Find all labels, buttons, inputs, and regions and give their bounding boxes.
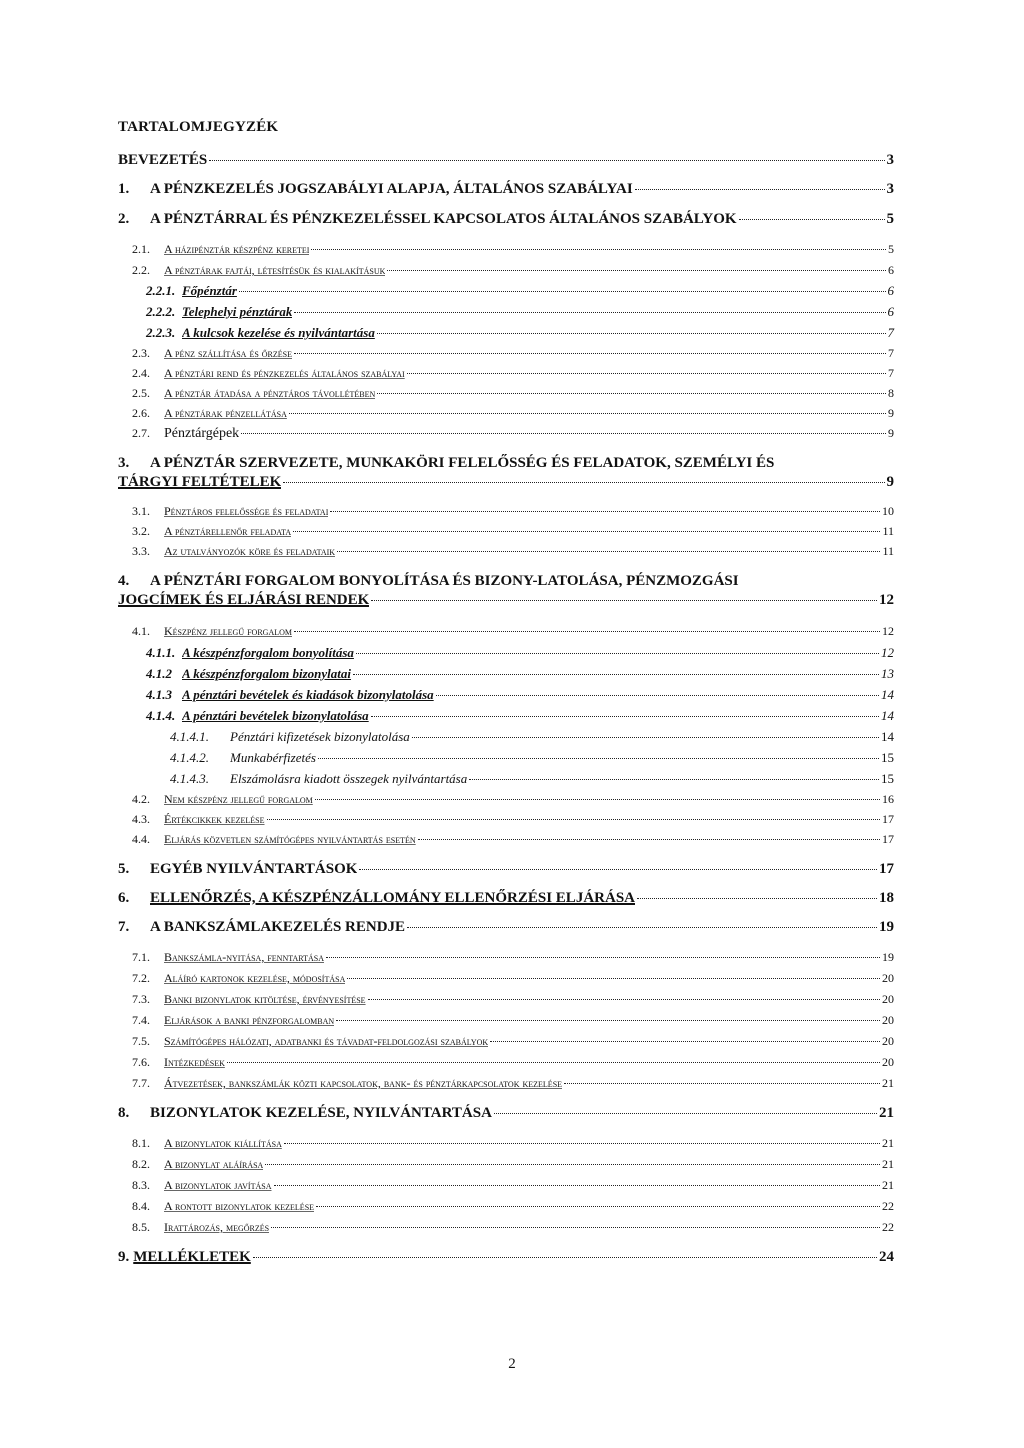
toc-entry-4-3[interactable] <box>118 810 894 829</box>
toc-page: 5 <box>888 242 894 256</box>
toc-number: 8.5. <box>132 1220 150 1234</box>
toc-page: 9 <box>888 426 894 440</box>
toc-label: A bizonylat aláírása <box>164 1157 264 1171</box>
toc-leader <box>336 1020 880 1021</box>
toc-leader <box>227 1062 880 1063</box>
toc-entry-8[interactable] <box>118 1104 894 1123</box>
toc-page: 8 <box>888 386 894 400</box>
toc-number: 2.1. <box>132 242 150 256</box>
toc-number: 9. <box>118 1249 130 1265</box>
toc-number: 4. <box>118 573 130 589</box>
toc-number: 4.1.4.1. <box>170 729 209 744</box>
toc-page: 14 <box>881 708 894 723</box>
toc-label: A PÉNZTÁRRAL ÉS PÉNZKEZELÉSSEL KAPCSOLATOS ÁLTALÁNOS SZABÁLYOK <box>150 211 737 227</box>
toc-number: 1. <box>118 181 130 197</box>
toc-entry-8-5[interactable] <box>118 1218 894 1237</box>
toc-label: A bizonylatok kiállítása <box>164 1136 282 1150</box>
toc-entry-2-2-3[interactable] <box>118 323 894 342</box>
toc-page: 7 <box>888 366 894 380</box>
toc-leader <box>294 353 886 354</box>
toc-number: 2.2.1. <box>146 283 176 298</box>
toc-page: 12 <box>881 645 894 660</box>
toc-entry-3-1[interactable] <box>118 502 894 521</box>
toc-number: 3. <box>118 455 130 471</box>
toc-label: A pénztárellenőr feladata <box>164 524 292 538</box>
toc-page: 24 <box>879 1249 894 1265</box>
toc-label: A házipénztár készpénz keretei <box>164 242 310 256</box>
toc-page: 15 <box>881 750 894 765</box>
toc-number: 2.5. <box>132 386 150 400</box>
toc-entry-4-1-3[interactable] <box>118 685 894 704</box>
toc-leader <box>377 393 886 394</box>
toc-number: 7.1. <box>132 950 150 964</box>
toc-page: 14 <box>881 687 894 702</box>
toc-entry-2-4[interactable] <box>118 364 894 383</box>
toc-page: 16 <box>882 792 894 806</box>
toc-number: 7.6. <box>132 1055 150 1069</box>
toc-entry-7-5[interactable] <box>118 1032 894 1051</box>
toc-entry-5[interactable] <box>118 860 894 879</box>
toc-leader <box>387 270 886 271</box>
toc-number: 7.3. <box>132 992 150 1006</box>
toc-label-line <box>118 591 894 610</box>
toc-leader <box>267 819 880 820</box>
toc-page: 6 <box>887 304 894 319</box>
toc-label: Pénztárgépek <box>164 426 240 441</box>
toc-page: 7 <box>887 325 894 340</box>
toc-entry-4-4[interactable] <box>118 830 894 849</box>
toc-leader <box>490 1041 880 1042</box>
toc-leader <box>371 600 877 601</box>
toc-page: 20 <box>882 1055 894 1069</box>
toc-number: 4.1. <box>132 624 150 638</box>
toc-page: 9 <box>888 406 894 420</box>
toc-entry-2-3[interactable] <box>118 344 894 363</box>
toc-entry-9[interactable] <box>118 1248 894 1267</box>
toc-label: A pénztári rend és pénzkezelés általános szabályai <box>164 366 405 380</box>
toc-entry-7-4[interactable] <box>118 1011 894 1030</box>
toc-number: 4.1.4. <box>146 708 176 723</box>
toc-label: Átvezetések, bankszámlák közti kapcsolatok, bank- és pénztárkapcsolatok kezelése <box>164 1076 563 1090</box>
toc-entry-2-2-1[interactable] <box>118 281 894 300</box>
toc-entry-2-2[interactable] <box>118 261 894 280</box>
toc-entry-4-1-4[interactable] <box>118 706 894 725</box>
toc-label-line <box>118 572 894 591</box>
toc-page: 12 <box>879 592 894 608</box>
toc-leader <box>412 737 879 738</box>
toc-leader <box>337 551 880 552</box>
toc-page: 20 <box>882 971 894 985</box>
toc-label: A rontott bizonylatok kezelése <box>164 1199 315 1213</box>
toc-entry-7-7[interactable] <box>118 1074 894 1093</box>
toc-label: ELLENŐRZÉS, A KÉSZPÉNZÁLLOMÁNY ELLENŐRZÉSI ELJÁRÁSA <box>150 890 635 906</box>
toc-page: 19 <box>882 950 894 964</box>
toc-number: 4.1.3 <box>146 687 172 702</box>
toc-leader <box>326 957 880 958</box>
toc-number: 7.2. <box>132 971 150 985</box>
toc-label: A PÉNZTÁRI FORGALOM BONYOLÍTÁSA ÉS BIZONY-LATOLÁSA, PÉNZMOZGÁSI <box>150 573 739 589</box>
toc-entry-6[interactable] <box>118 889 894 908</box>
toc-entry-2-6[interactable] <box>118 404 894 423</box>
toc-leader <box>353 674 879 675</box>
toc-number: 2.6. <box>132 406 150 420</box>
toc-entry-4-1[interactable] <box>118 622 894 641</box>
toc-entry-4-1-4-1[interactable] <box>118 727 894 746</box>
toc-label: Intézkedések <box>164 1055 225 1069</box>
toc-leader <box>377 333 886 334</box>
toc-number: 7.7. <box>132 1076 150 1090</box>
toc-leader <box>635 189 885 190</box>
toc-page: 14 <box>881 729 894 744</box>
toc-leader <box>289 413 886 414</box>
toc-page: 3 <box>886 152 894 168</box>
toc-leader <box>436 695 879 696</box>
toc-label: A készpénzforgalom bonyolítása <box>182 645 354 660</box>
toc-page: 20 <box>882 1013 894 1027</box>
toc-label: Pénztári kifizetések bizonylatolása <box>230 729 410 744</box>
toc-page: 11 <box>882 544 894 558</box>
toc-page: 6 <box>888 263 894 277</box>
toc-entry-intro[interactable] <box>118 151 894 170</box>
toc-label: A pénztári bevételek és kiadások bizonylatolása <box>182 687 434 702</box>
toc-entry-2-2-2[interactable] <box>118 302 894 321</box>
toc-number: 3.1. <box>132 504 150 518</box>
toc-page: 12 <box>882 624 894 638</box>
toc-label: Bankszámla-nyitása, fenntartása <box>164 950 324 964</box>
toc-entry-4-2[interactable] <box>118 790 894 809</box>
toc-number: 2.2.3. <box>146 325 176 340</box>
toc-label: Értékcikkek kezelése <box>164 812 265 826</box>
toc-leader <box>407 373 886 374</box>
toc-number: 3.2. <box>132 524 150 538</box>
toc-page: 21 <box>882 1178 894 1192</box>
toc-leader <box>293 531 880 532</box>
toc-page: 19 <box>879 919 894 935</box>
toc-leader <box>265 1164 880 1165</box>
toc-number: 4.1.4.2. <box>170 750 209 765</box>
toc-leader <box>469 779 879 780</box>
toc-entry-3-2[interactable] <box>118 522 894 541</box>
toc-label-line <box>118 454 894 473</box>
toc-entry-4-1-1[interactable] <box>118 643 894 662</box>
toc-leader <box>371 716 879 717</box>
toc-leader <box>356 653 879 654</box>
toc-entry-1[interactable] <box>118 180 894 199</box>
toc-label: Aláíró kartonok kezelése, módosítása <box>164 971 346 985</box>
toc-number: 3.3. <box>132 544 150 558</box>
toc-number: 7.5. <box>132 1034 150 1048</box>
toc-leader <box>294 631 880 632</box>
toc-label: A készpénzforgalom bizonylatai <box>182 666 352 681</box>
page-number: 2 <box>508 1356 516 1372</box>
toc-label: Eljárás közvetlen számítógépes nyilvántartás esetén <box>164 832 416 846</box>
toc-number: 4.2. <box>132 792 150 806</box>
toc-label: TÁRGYI FELTÉTELEK <box>118 474 282 490</box>
toc-page: 10 <box>882 504 894 518</box>
toc-number: 2.3. <box>132 346 150 360</box>
toc-entry-4-1-4-3[interactable] <box>118 769 894 788</box>
toc-number: 2. <box>118 211 130 227</box>
toc-entry-3-3[interactable] <box>118 542 894 561</box>
toc-leader <box>284 1143 880 1144</box>
toc-entry-3[interactable] <box>118 454 894 492</box>
toc-leader <box>274 1185 881 1186</box>
toc-leader <box>315 799 880 800</box>
toc-leader <box>330 511 880 512</box>
toc-leader <box>368 999 880 1000</box>
toc-number: 2.4. <box>132 366 150 380</box>
toc-entry-7-1[interactable] <box>118 948 894 967</box>
toc-page: 22 <box>882 1220 894 1234</box>
toc-label: Telephelyi pénztárak <box>182 304 293 319</box>
toc-label: Eljárások a banki pénzforgalomban <box>164 1013 335 1027</box>
toc-page: 5 <box>886 211 894 227</box>
toc-number: 4.1.2 <box>146 666 172 681</box>
toc-page: 21 <box>882 1157 894 1171</box>
toc-label: Nem készpénz jellegű forgalom <box>164 792 313 806</box>
toc-leader <box>359 869 877 870</box>
toc-page: 9 <box>886 474 894 490</box>
toc-leader <box>311 249 886 250</box>
toc-label: BEVEZETÉS <box>118 152 208 168</box>
toc-label: A pénztárak pénzellátása <box>164 406 287 420</box>
toc-number: 2.7. <box>132 426 150 440</box>
toc-number: 8.2. <box>132 1157 150 1171</box>
toc-leader <box>418 839 880 840</box>
toc-label: EGYÉB NYILVÁNTARTÁSOK <box>150 861 358 877</box>
toc-label: MELLÉKLETEK <box>133 1249 251 1265</box>
toc-label: Számítógépes hálózati, adatbanki és távadat-feldolgozási szabályok <box>164 1034 489 1048</box>
toc-leader <box>739 219 885 220</box>
toc-label: A pénztárak fajtái, létesítésük és kialakításuk <box>164 263 386 277</box>
toc-entry-7-3[interactable] <box>118 990 894 1009</box>
toc-number: 4.1.1. <box>146 645 176 660</box>
toc-entry-4-1-2[interactable] <box>118 664 894 683</box>
toc-number: 6. <box>118 890 130 906</box>
toc-leader <box>294 312 885 313</box>
toc-number: 8. <box>118 1105 130 1121</box>
toc-label: BIZONYLATOK KEZELÉSE, NYILVÁNTARTÁSA <box>150 1105 492 1121</box>
toc-page: 17 <box>879 861 894 877</box>
toc-page: 6 <box>887 283 894 298</box>
toc-leader <box>271 1227 880 1228</box>
toc-page: 13 <box>881 666 894 681</box>
toc-number: 4.1.4.3. <box>170 771 209 786</box>
toc-leader <box>318 758 879 759</box>
toc-title: TARTALOMJEGYZÉK <box>118 119 279 135</box>
toc-entry-2-5[interactable] <box>118 384 894 403</box>
toc-page: 18 <box>879 890 894 906</box>
toc-label: Elszámolásra kiadott összegek nyilvántartása <box>230 771 468 786</box>
toc-entry-2-1[interactable] <box>118 240 894 259</box>
toc-page: 20 <box>882 1034 894 1048</box>
toc-leader <box>283 482 884 483</box>
toc-label: Pénztáros felelőssége és feladatai <box>164 504 329 518</box>
toc-entry-8-2[interactable] <box>118 1155 894 1174</box>
toc-entry-2-7[interactable] <box>118 424 894 443</box>
toc-label: A PÉNZTÁR SZERVEZETE, MUNKAKÖRI FELELŐSSÉG ÉS FELADATOK, SZEMÉLYI ÉS <box>150 455 775 471</box>
toc-page: 17 <box>882 832 894 846</box>
toc-page: 3 <box>886 181 894 197</box>
toc-number: 8.1. <box>132 1136 150 1150</box>
toc-label: A kulcsok kezelése és nyilvántartása <box>182 325 375 340</box>
toc-page: 20 <box>882 992 894 1006</box>
toc-entry-4[interactable] <box>118 572 894 610</box>
toc-page: 17 <box>882 812 894 826</box>
toc-number: 4.3. <box>132 812 150 826</box>
toc-leader <box>253 1257 877 1258</box>
toc-label: JOGCÍMEK ÉS ELJÁRÁSI RENDEK <box>118 592 370 608</box>
toc-number: 7. <box>118 919 130 935</box>
toc-label: Banki bizonylatok kitöltése, érvényesítése <box>164 992 366 1006</box>
toc-label: Irattározás, megőrzés <box>164 1220 270 1234</box>
toc-page: 21 <box>882 1076 894 1090</box>
toc-leader <box>407 927 877 928</box>
toc-label: A pénztári bevételek bizonylatolása <box>182 708 369 723</box>
toc-page: 21 <box>879 1105 894 1121</box>
toc-number: 2.2. <box>132 263 150 277</box>
toc-page: 15 <box>881 771 894 786</box>
toc-label: A BANKSZÁMLAKEZELÉS RENDJE <box>150 919 406 935</box>
toc-number: 5. <box>118 861 130 877</box>
toc-label: Munkabérfizetés <box>230 750 316 765</box>
toc-label: Az utalványozók köre és feladataik <box>164 544 336 558</box>
toc-page: 22 <box>882 1199 894 1213</box>
toc-entry-8-3[interactable] <box>118 1176 894 1195</box>
toc-label-line <box>118 473 894 492</box>
toc-entry-7-6[interactable] <box>118 1053 894 1072</box>
toc-label: A pénz szállítása és őrzése <box>164 346 293 360</box>
toc-number: 4.4. <box>132 832 150 846</box>
toc-entry-7-2[interactable] <box>118 969 894 988</box>
toc-leader <box>209 160 884 161</box>
toc-leader <box>564 1083 880 1084</box>
toc-entry-8-1[interactable] <box>118 1134 894 1153</box>
toc-entry-4-1-4-2[interactable] <box>118 748 894 767</box>
toc-label: Készpénz jellegű forgalom <box>164 624 292 638</box>
toc-label: A PÉNZKEZELÉS JOGSZABÁLYI ALAPJA, ÁLTALÁNOS SZABÁLYAI <box>150 181 633 197</box>
toc-page: 21 <box>882 1136 894 1150</box>
toc-leader <box>637 898 877 899</box>
toc-number: 8.4. <box>132 1199 150 1213</box>
toc-leader <box>241 433 886 434</box>
toc-leader <box>316 1206 880 1207</box>
toc-label: A pénztár átadása a pénztáros távollétében <box>164 386 376 400</box>
toc-leader <box>494 1113 877 1114</box>
toc-entry-7[interactable] <box>118 918 894 937</box>
toc-number: 8.3. <box>132 1178 150 1192</box>
toc-entry-8-4[interactable] <box>118 1197 894 1216</box>
toc-leader <box>347 978 880 979</box>
toc-label: Főpénztár <box>182 283 237 298</box>
toc-label: A bizonylatok javítása <box>164 1178 272 1192</box>
toc-page: 11 <box>882 524 894 538</box>
toc-number: 7.4. <box>132 1013 150 1027</box>
toc-number: 2.2.2. <box>146 304 176 319</box>
toc-page: 7 <box>888 346 894 360</box>
toc-leader <box>239 291 886 292</box>
toc-entry-2[interactable] <box>118 210 894 229</box>
